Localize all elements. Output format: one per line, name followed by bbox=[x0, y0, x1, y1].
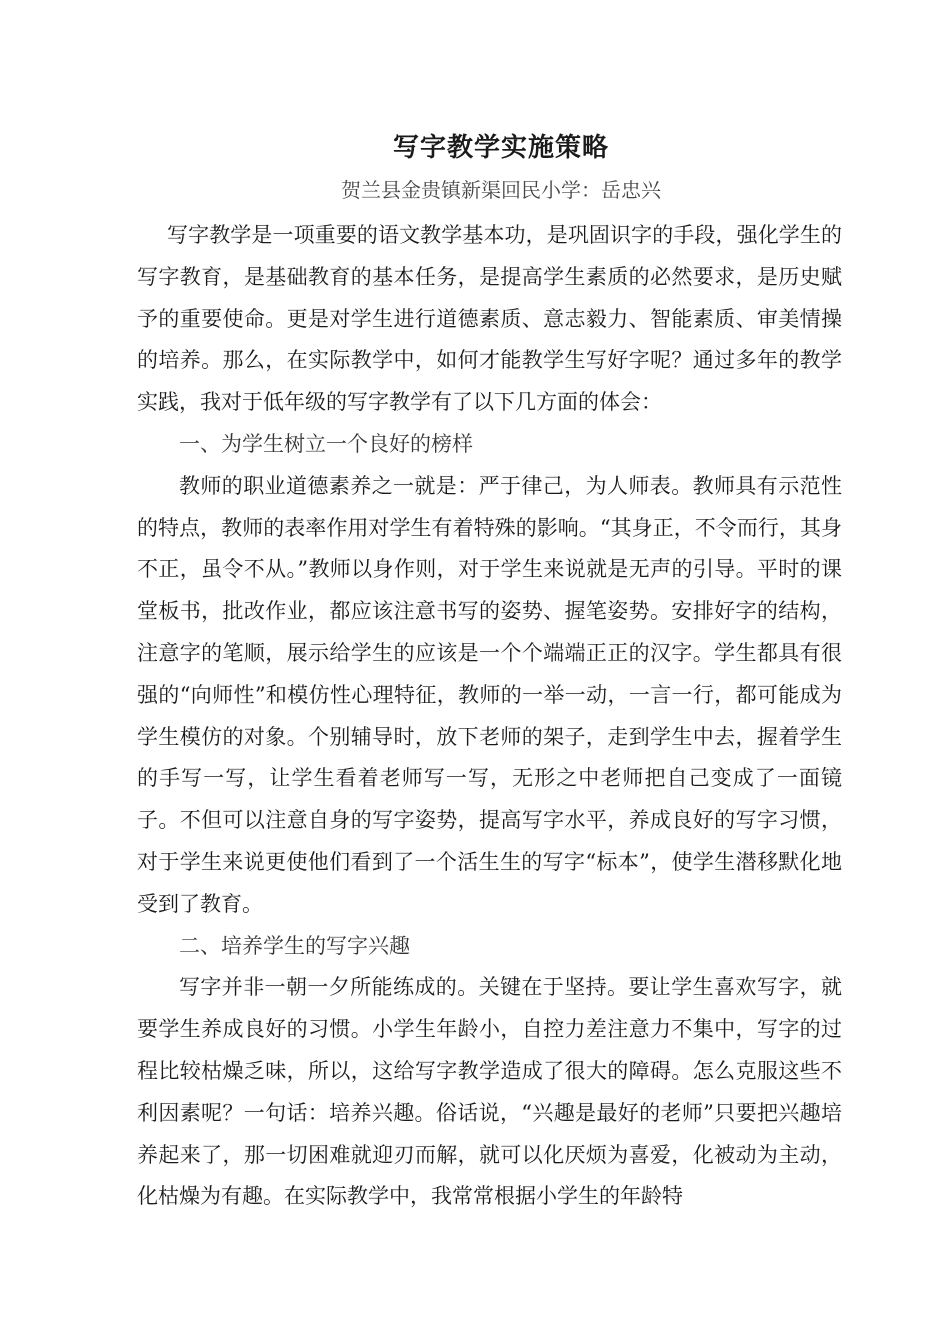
intro-paragraph: 写字教学是一项重要的语文教学基本功，是巩固识字的手段，强化学生的写字教育，是基础教育的基本任务，是提高学生素质的必然要求，是历史赋予的重要使命。更是对学生进行道德素质、意志毅力、智能素质、审美情操的培养。那么，在实际教学中，如何才能教学生写好字呢？通过多年的教学实践，我对于低年级的写字教学有了以下几方面的体会： bbox=[137, 223, 842, 415]
document-body bbox=[137, 215, 842, 1218]
author-line: 贺兰县金贵镇新渠回民小学：岳忠兴 bbox=[341, 178, 661, 202]
document-title: 写字教学实施策略 bbox=[392, 133, 609, 163]
section-paragraph-1: 教师的职业道德素养之一就是：严于律己，为人师表。教师具有示范性的特点，教师的表率作用对学生有着特殊的影响。“其身正，不令而行，其身不正，虽令不从。”教师以身作则，对于学生来说就是无声的引导。平时的课堂板书，批改作业，都应该注意书写的姿势、握笔姿势。安排好字的结构，注意字的笔顺，展示给学生的应该是一个个端端正正的汉字。学生都具有很强的“向师性”和模仿性心理特征，教师的一举一动，一言一行，都可能成为学生模仿的对象。个别辅导时，放下老师的架子，走到学生中去，握着学生的手写一写，让学生看着老师写一写，无形之中老师把自己变成了一面镜子。不但可以注意自身的写字姿势，提高写字水平，养成良好的写字习惯，对于学生来说更使他们看到了一个活生生的写字“标本”，使学生潜移默化地受到了教育。 bbox=[137, 473, 842, 916]
section-heading-1: 一、为学生树立一个良好的榜样 bbox=[179, 431, 473, 456]
section-heading-2: 二、培养学生的写字兴趣 bbox=[179, 933, 410, 958]
section-paragraph-2: 写字并非一朝一夕所能练成的。关键在于坚持。要让学生喜欢写字，就要学生养成良好的习惯。小学生年龄小，自控力差注意力不集中，写字的过程比较枯燥乏味，所以，这给写字教学造成了很大的障碍。怎么克服这些不利因素呢？一句话：培养兴趣。俗话说，“兴趣是最好的老师”只要把兴趣培养起来了，那一切困难就迎刃而解，就可以化厌烦为喜爱，化被动为主动，化枯燥为有趣。在实际教学中，我常常根据小学生的年龄特 bbox=[137, 975, 842, 1209]
